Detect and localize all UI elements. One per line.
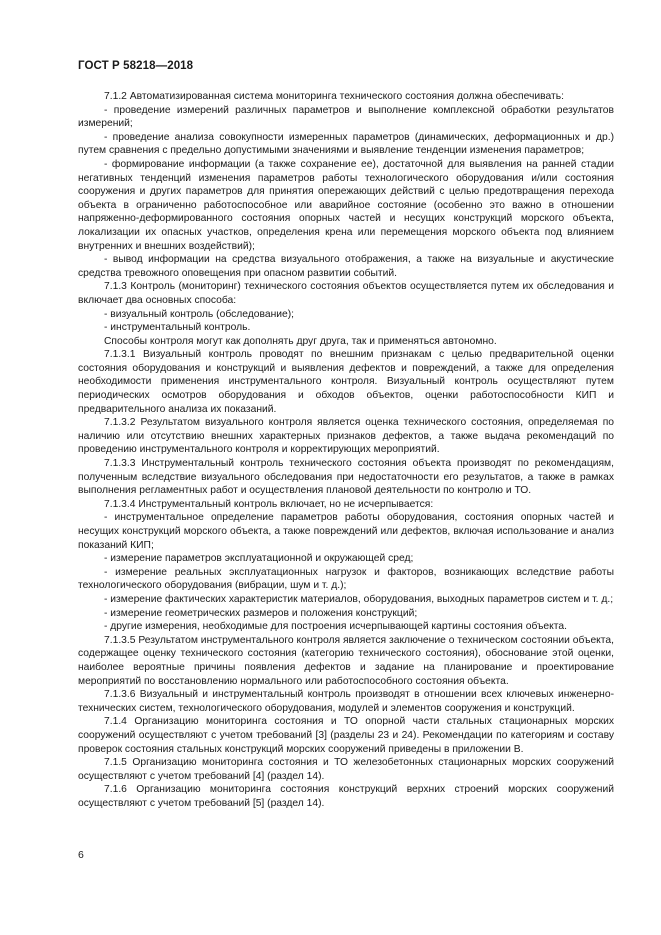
paragraph: 7.1.3.1 Визуальный контроль проводят по внешним признакам с целью предварительной оценки состояния оборудования и конструкций и выявления дефектов и повреждений, а также для определения необходимости применения инструментального контроля. Визуальный контроль осуществляют путем периодических осмотров оборудования и обходов объектов, оценки работоспособности КИП и предварительного анализа их показаний. [78, 349, 614, 415]
paragraph: 7.1.3.4 Инструментальный контроль включает, но не исчерпывается: [104, 498, 434, 510]
paragraph: - проведение анализа совокупности измеренных параметров (динамических, деформационных и др.) путем сравнения с предельно допустимыми значениями и выявление тенденции изменения параметров; [78, 131, 614, 157]
paragraph: - измерение реальных эксплуатационных нагрузок и факторов, возникающих вследствие работы технологического оборудования (вибрации, шум и т. д.); [78, 566, 614, 592]
paragraph: 7.1.4 Организацию мониторинга состояния и ТО опорной части стальных стационарных морских сооружений осуществляют с учетом требований [3] (разделы 23 и 24). Рекомендации по категориям и составу проверок состояния стальных конструкций морских сооружений приведены в приложении В. [78, 716, 614, 755]
paragraph: - другие измерения, необходимые для построения исчерпывающей картины состояния объекта. [104, 621, 567, 633]
paragraph: - измерение параметров эксплуатационной и окружающей сред; [104, 553, 414, 565]
paragraph: - вывод информации на средства визуального отображения, а также на визуальные и акустические средства тревожного оповещения при опасном развитии событий. [78, 254, 614, 279]
paragraph: - визуальный контроль (обследование); [104, 308, 295, 320]
paragraph: - проведение измерений различных параметров и выполнение комплексной обработки результатов измерений; [78, 104, 614, 130]
paragraph: Способы контроля могут как дополнять друг друга, так и применяться автономно. [104, 335, 497, 347]
paragraph: 7.1.3.5 Результатом инструментального контроля является заключение о техническом состоянии объекта, содержащее оценку технического состояния (категорию технического состояния), обоснование этой оценки, наиболее вероятные причины появления дефектов и задание на планирование и проектирование мероприятий по восстановлению нормального или работоспособного состояния объекта. [78, 634, 614, 687]
paragraph: 7.1.5 Организацию мониторинга состояния и ТО железобетонных стационарных морских сооружений осуществляют с учетом требований [4] (раздел 14). [78, 757, 614, 782]
paragraph: - инструментальный контроль. [104, 322, 251, 334]
document-body [78, 90, 614, 810]
paragraph: - измерение фактических характеристик материалов, оборудования, выходных параметров систем и т. д.; [104, 593, 614, 605]
paragraph: - измерение геометрических размеров и положения конструкций; [104, 607, 418, 619]
paragraph: - формирование информации (а также сохранение ее), достаточной для выявления на ранней стадии негативных тенденций изменения параметров работы технологического оборудования и/или состояния сооружения и других параметров для принятия опережающих действий с целью предотвращения перехода объекта в ограниченно работоспособное или аварийное состояние (особенно это важно в отношении напряженно-деформированного состояния опорных частей и несущих конструкций морского объекта, локализации их опасных участков, определения крена или перемещения морского объекта под влиянием внутренних и внешних воздействий); [78, 158, 614, 252]
paragraph: 7.1.3.6 Визуальный и инструментальный контроль производят в отношении всех ключевых инженерно-технических систем, технологического оборудования, модулей и элементов сооружения и конструкций. [78, 689, 614, 714]
paragraph: 7.1.3 Контроль (мониторинг) технического состояния объектов осуществляется путем их обследования и включает два основных способа: [78, 281, 614, 306]
paragraph: 7.1.2 Автоматизированная система мониторинга технического состояния должна обеспечивать: [104, 91, 564, 102]
standard-header: ГОСТ Р 58218—2018 [78, 60, 194, 72]
paragraph: - инструментальное определение параметров работы оборудования, состояния опорных частей и несущих конструкций морского объекта, а также повреждений или дефектов, включая использование и анализ показаний КИП; [78, 512, 614, 551]
paragraph: 7.1.6 Организацию мониторинга состояния конструкций верхних строений морских сооружений осуществляют с учетом требований [5] (раздел 14). [78, 784, 614, 809]
paragraph: 7.1.3.3 Инструментальный контроль технического состояния объекта производят по рекомендациям, полученным вследствие визуального обследования при недостаточности его результатов, а также в рамках выполнения регламентных работ и осуществления плановой деятельности по контролю и ТО. [78, 458, 614, 497]
paragraph: 7.1.3.2 Результатом визуального контроля является оценка технического состояния, определяемая по наличию или отсутствию внешних характерных признаков дефектов, а также выдача рекомендаций по проведению инструментального контроля и корректирующих мероприятий. [78, 417, 614, 456]
page-number: 6 [78, 849, 84, 861]
